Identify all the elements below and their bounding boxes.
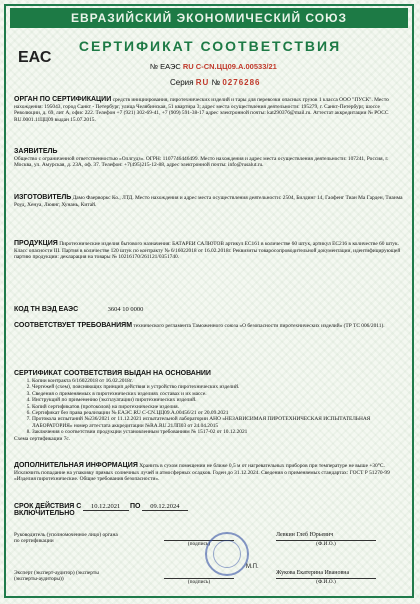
series-code: RU — [195, 78, 210, 87]
applicant-text: Общество с ограниченной ответственностью «Оллгудз». ОГРН: 1107746446499. Место нахождения и адрес места осуществления деятельности: 107241, Россия, г. Москва, ул. Амурская, д. 23А, оф. 37. Телефон: +7(495)215-12-88, адрес электронной почты: info@rusalut.ru. — [14, 156, 389, 169]
certificate-title: СЕРТИФИКАТ СООТВЕТСТВИЯ — [78, 38, 342, 54]
additional-text: Хранить в сухом помещении не ближе 0,5 м от нагревательных приборов при температуре не выше +30°С. Исключить попадание на упаковку прямых солнечных лучей и атмосферных осадков. Годен до 31.12.2024. Сведения о применяемых стандартах: ГОСТ Р 51270-99 «Изделия пиротехнические. Общие требования безопасности». — [14, 463, 390, 483]
compliance-section — [14, 322, 408, 330]
basis-item: 3. Сведения о применяемых в пиротехнических изделиях составах и их массе. — [32, 391, 408, 397]
expert-name-caption: (Ф.И.О.) — [276, 578, 376, 585]
basis-item: 5. Копий сертификатов (протоколов) на пиротехнические изделия. — [32, 404, 408, 410]
expert-name: Жукова Екатерина Ивановна — [276, 570, 350, 576]
product-heading: ПРОДУКЦИЯ — [14, 240, 58, 247]
basis-item: 2. Чертежей (схем), поясняющих принцип действия и устройство пиротехнических изделий. — [32, 384, 408, 390]
compliance-heading: СООТВЕТСТВУЕТ ТРЕБОВАНИЯМ — [14, 322, 133, 329]
series-line — [170, 78, 261, 87]
basis-item: 7. Протокола испытаний №236/2021 от 11.12.2021 испытательной лаборатории АНО «НЕЗАВИСИМАЯ ПИРОТЕХНИЧЕСКАЯ ИСПЫТАТЕЛЬНАЯ ЛАБОРАТОРИЯ» номер аттестата аккредитации №RA.RU.21ЛП03 от 24.04.2015 — [32, 416, 408, 429]
basis-scheme: Схема сертификации 7с. — [14, 435, 71, 442]
basis-item: 8. Заключения о соответствии продукции установленным требованиям № 1517-02 от 10.12.2021 — [32, 429, 408, 435]
experts-caption: Эксперт (эксперт-аудитор) (эксперты (эксперты-аудиторы)) — [14, 570, 99, 582]
head-name-caption: (Ф.И.О.) — [276, 540, 376, 547]
basis-item: 6. Сертификат без права реализации № ЕАЭС RU С-CN.ЦЦ09.А.00456/21 от 20.09.2021 — [32, 410, 408, 416]
expert-signature-row — [14, 570, 408, 585]
seal-stamp-inner — [213, 540, 241, 568]
additional-heading: ДОПОЛНИТЕЛЬНАЯ ИНФОРМАЦИЯ — [14, 462, 138, 469]
certificate-number — [150, 62, 277, 71]
product-section — [14, 240, 408, 261]
applicant-heading: ЗАЯВИТЕЛЬ — [14, 148, 58, 155]
product-text: Пиротехнические изделия бытового назначения: БАТАРЕИ САЛЮТОВ артикул ЕС161 в количестве 60 штук, артикул ЕС216 в количестве 60 штук. Класс опасности III. Партия в количестве 120 штук по контракту № 6/16022018 от 16.02.2018г. Реквизиты товаросопроводительной документации, идентифицирующей партию продукции: декларация на товары № 10216170/261121/0351740. — [14, 241, 401, 261]
basis-item: 1. Копии контракта 6/16022018 от 16.02.2018г. — [32, 378, 408, 384]
head-signature-caption: (подпись) — [164, 540, 234, 547]
organ-section — [14, 96, 408, 123]
basis-list — [14, 378, 408, 436]
number-prefix: № ЕАЭС — [150, 62, 181, 71]
tnved-value: 3604 10 0000 — [107, 306, 144, 313]
series-label: Серия — [170, 78, 194, 87]
organ-text: средств инициирования, пиротехнических изделий и тары для перевозки опасных грузов 1 класса ООО "ПУСК". Место нахождения: 195043, город Санкт - Петербург, улица Челябинская, 51 квартира 3; адрес места осуществления деятельности: 195279, г. Санкт-Петербург, шоссе Революции, д. 69, лит А, офис 222. Телефон +7 (921) 302-69-41, +7 (909) 591-38-17 адрес электронной почты: kat290376@mail.ru. Аттестат аккредитации № РОСС RU.0001.11ЦЦ09 выдан 15.07.2015. — [14, 97, 389, 123]
basis-item: 4. Инструкций по применению (эксплуатации) пиротехнических изделий. — [32, 397, 408, 403]
mp-label: М.П. — [246, 564, 259, 570]
organ-heading: ОРГАН ПО СЕРТИФИКАЦИИ — [14, 96, 112, 103]
validity-section — [14, 504, 408, 518]
expert-signature-caption: (подпись) — [164, 578, 234, 585]
number-value: RU C-CN.ЦЦ09.А.00533/21 — [182, 62, 277, 71]
validity-to: 09.12.2024 — [142, 504, 188, 511]
basis-section — [14, 370, 408, 442]
eac-mark-icon: ЕАС — [18, 49, 52, 66]
head-caption: Руководитель (уполномоченное лицо) органа по сертификации — [14, 532, 118, 544]
validity-from-label: СРОК ДЕЙСТВИЯ С — [14, 503, 82, 510]
tnved-section — [14, 306, 408, 314]
basis-heading: СЕРТИФИКАТ СООТВЕТСТВИЯ ВЫДАН НА ОСНОВАНИИ — [14, 370, 211, 377]
tnved-heading: КОД ТН ВЭД ЕАЭС — [14, 306, 79, 313]
validity-from: 10.12.2021 — [83, 504, 129, 511]
manufacturer-heading: ИЗГОТОВИТЕЛЬ — [14, 194, 72, 201]
head-name: Левкин Глеб Юрьевич — [276, 532, 334, 538]
applicant-section — [14, 148, 408, 169]
compliance-text: технического регламента Таможенного союза «О безопасности пиротехнических изделий» (ТР ТС 006/2011). — [133, 323, 385, 329]
validity-to-label: ПО — [129, 503, 141, 510]
eaeu-banner: ЕВРАЗИЙСКИЙ ЭКОНОМИЧЕСКИЙ СОЮЗ — [10, 8, 408, 28]
series-no-label: № — [211, 78, 221, 87]
validity-inclusive: ВКЛЮЧИТЕЛЬНО — [14, 510, 75, 518]
manufacturer-text: Дамо Фаерворкс Ко., ЛТД. Место нахождения и адрес места осуществления деятельности: 2504, Билдинг 14, Гаофенг Тиан Ма Гарден, Тианма Роуд, Хенуа, Люянг, Хунань, Китай. — [14, 195, 403, 208]
manufacturer-section — [14, 194, 408, 208]
additional-section — [14, 462, 408, 483]
series-value: 0276286 — [222, 78, 261, 87]
